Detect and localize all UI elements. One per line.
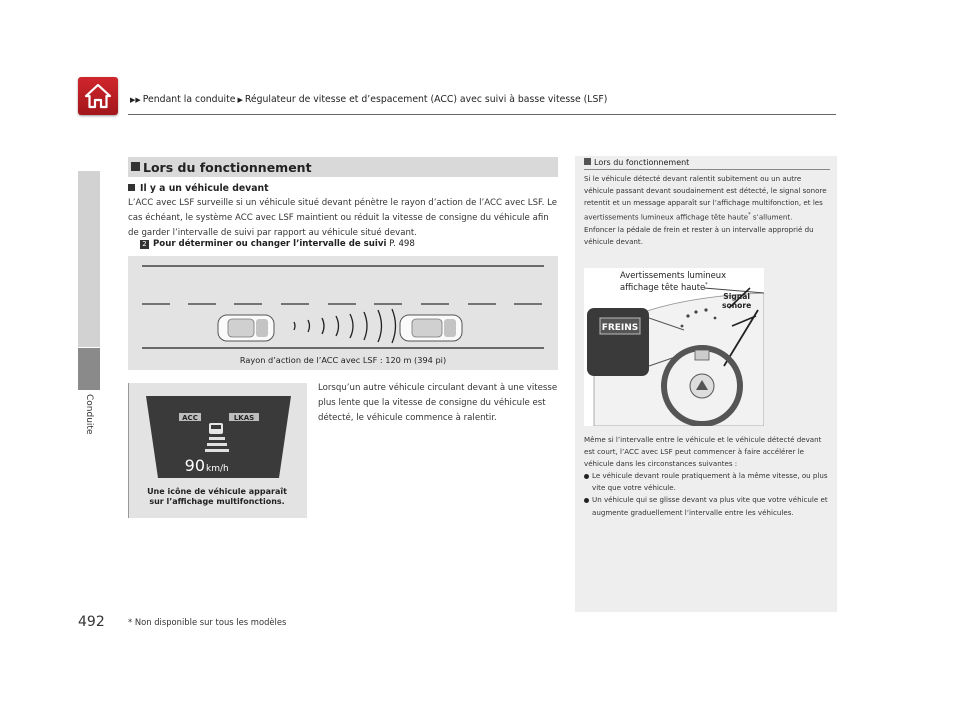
- acc-label: ACC: [182, 414, 198, 422]
- side-note-text-top: [584, 173, 830, 248]
- home-button[interactable]: [78, 77, 118, 115]
- chapter-tab-marker[interactable]: [78, 348, 100, 390]
- speed-unit: km/h: [206, 464, 229, 474]
- subheading: [128, 183, 269, 194]
- note-square-icon: [584, 158, 591, 165]
- breadcrumb: [128, 94, 607, 105]
- list-item: Un véhicule qui se glisse devant va plus vite que votre véhicule et augmente graduellement l’intervalle entre les véhicules.: [584, 494, 830, 518]
- footnote-asterisk: *: [128, 617, 135, 627]
- breadcrumb-arrow-icon: ▶: [237, 96, 243, 104]
- cross-reference-link[interactable]: [140, 239, 415, 249]
- side-note-title-text: Lors du fonctionnement: [594, 158, 690, 167]
- breadcrumb-item-acc[interactable]: Régulateur de vitesse et d’espacement (ACC) avec suivi à basse vitesse (LSF): [244, 94, 608, 105]
- section-square-icon: [131, 162, 140, 171]
- header-divider: [128, 114, 836, 115]
- road-figure-caption: Rayon d’action de l’ACC avec LSF : 120 m (394 pi): [239, 355, 447, 365]
- side-note-para1-end: s’allument.: [750, 212, 793, 222]
- lead-vehicle-icon: [400, 315, 462, 341]
- detected-vehicle-icon: [209, 423, 223, 434]
- hud-warning-label-line1: Avertissements lumineux: [620, 270, 727, 280]
- own-vehicle-icon: [218, 315, 274, 341]
- road-illustration: [128, 256, 558, 370]
- speed-value: 90: [184, 456, 205, 475]
- side-note-para1: Si le véhicule détecté devant ralentit subitement ou un autre véhicule passant devant soudainement est détecté, le signal sonore retentit et un message apparaît sur l’affichage multifonction, et les avertissements lumineux affichage tête haute: [584, 174, 827, 222]
- subheading-square-icon: [128, 184, 135, 191]
- page-number: 492: [78, 614, 105, 630]
- road-figure: [128, 256, 558, 370]
- audible-signal-line2: sonore: [722, 301, 752, 310]
- side-note-title[interactable]: [584, 158, 689, 167]
- reference-arrow-icon: 2: [140, 240, 149, 249]
- dashboard-caption: [128, 487, 306, 507]
- footnote-asterisk: *: [748, 212, 751, 219]
- section-body: L’ACC avec LSF surveille si un véhicule situé devant pénètre le rayon d’action de l’ACC avec LSF. Le cas échéant, le système ACC avec LSF maintient ou réduit la vitesse de consigne du véhicule afin de garder l’intervalle de suivi par rapport au véhicule situé devant.: [128, 198, 558, 238]
- dashboard-caption-line2: sur l’affichage multifonctions.: [149, 497, 285, 506]
- side-note-para3: Même si l’intervalle entre le véhicule et le véhicule détecté devant est court, l’ACC avec LSF peut commencer à faire accélérer le véhicule dans les circonstances suivantes :: [584, 435, 822, 469]
- lkas-label: LKAS: [233, 414, 255, 422]
- dashboard-caption-line1: Une icône de véhicule apparaît: [147, 487, 287, 496]
- slowing-description: Lorsqu’un autre véhicule circulant devant à une vitesse plus lente que la vitesse de consigne du véhicule est détecté, le véhicule commence à ralentir.: [318, 383, 558, 423]
- brake-warning-label: FREINS: [601, 323, 639, 333]
- chapter-label: Conduite: [84, 394, 94, 435]
- footnote-asterisk: *: [705, 282, 708, 288]
- reference-page: P. 498: [389, 239, 415, 249]
- subheading-text: Il y a un véhicule devant: [140, 183, 269, 194]
- reference-text: Pour déterminer ou changer l’intervalle de suivi: [153, 239, 387, 249]
- audible-signal-line1: Signal: [723, 292, 750, 301]
- section-title: Lors du fonctionnement: [143, 160, 312, 175]
- list-item: Le véhicule devant roule pratiquement à la même vitesse, ou plus vite que votre véhicule.: [584, 470, 830, 494]
- footnote: [128, 617, 286, 627]
- breadcrumb-arrow-icon: ▶▶: [130, 96, 141, 104]
- audible-signal-label: [722, 292, 751, 310]
- hud-warning-label-line2: affichage tête haute: [620, 281, 706, 292]
- chapter-tab-background: [78, 171, 100, 347]
- home-icon: [84, 83, 112, 109]
- side-note-text-bottom: [584, 434, 830, 519]
- side-note-divider: [584, 169, 830, 170]
- footnote-text: Non disponible sur tous les modèles: [134, 617, 287, 627]
- side-note-para2: Enfoncer la pédale de frein et rester à un intervalle approprié du véhicule devant.: [584, 224, 814, 246]
- breadcrumb-item-driving[interactable]: Pendant la conduite: [142, 94, 236, 105]
- hud-warning-label: [620, 270, 726, 292]
